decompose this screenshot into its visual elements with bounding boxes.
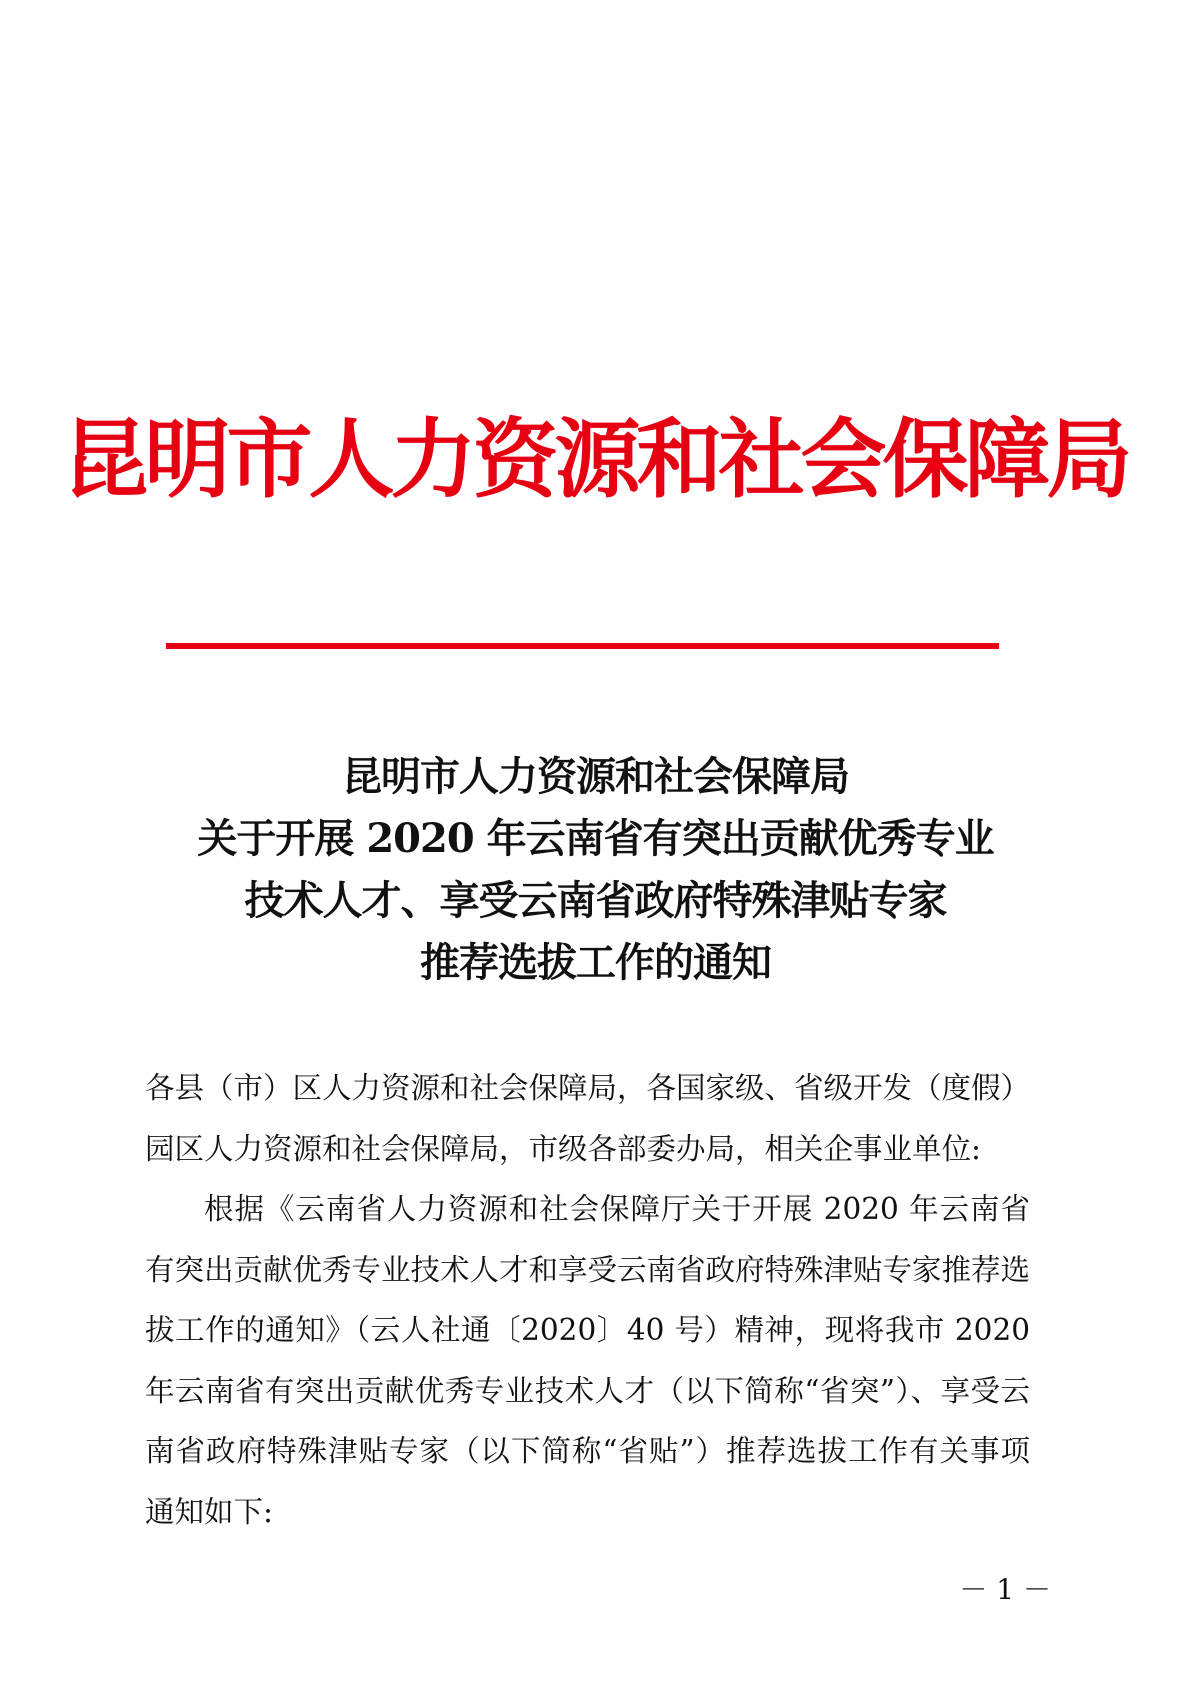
document-body	[145, 1058, 1030, 1542]
body-paragraph-1: 根据《云南省人力资源和社会保障厅关于开展 2020 年云南省有突出贡献优秀专业技术人才和享受云南省政府特殊津贴专家推荐选拔工作的通知》（云人社通〔2020〕40 号）精神，现将我市 2020 年云南省有突出贡献优秀专业技术人才（以下简称“省突”）、享受云南省政府特殊津贴专家（以下简称“省贴”）推荐选拔工作有关事项通知如下:	[145, 1192, 1031, 1529]
page-number: － 1 －	[959, 1573, 1051, 1606]
title-line-3: 技术人才、享受云南省政府特殊津贴专家	[244, 877, 947, 924]
red-divider-rule	[166, 643, 999, 649]
title-line-4: 推荐选拔工作的通知	[420, 939, 771, 986]
issuer-masthead: 昆明市人力资源和社会保障局	[62, 410, 1129, 510]
addressee-paragraph: 各县（市）区人力资源和社会保障局，各国家级、省级开发（度假）园区人力资源和社会保障局，市级各部委办局，相关企事业单位:	[145, 1071, 1031, 1166]
document-title	[0, 746, 1191, 994]
title-line-1: 昆明市人力资源和社会保障局	[342, 753, 849, 800]
title-line-2: 关于开展 2020 年云南省有突出贡献优秀专业	[197, 815, 994, 862]
